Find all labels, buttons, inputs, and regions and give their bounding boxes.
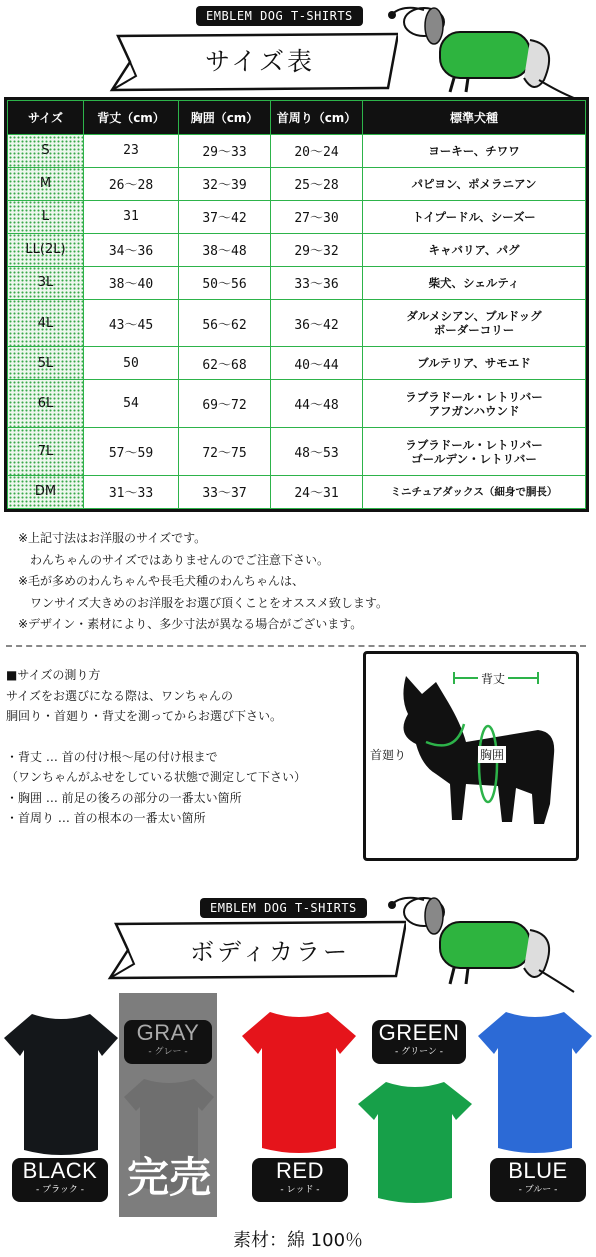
size-cell: 3L	[8, 266, 84, 299]
length-cell: 26～28	[84, 167, 179, 200]
chest-cell: 38～48	[179, 233, 271, 266]
breed-cell: ブルテリア、サモエド	[363, 347, 586, 380]
tshirt-black-swatch[interactable]	[2, 1010, 120, 1160]
tshirt-blue-swatch[interactable]	[476, 1008, 594, 1158]
neck-cell: 24～31	[271, 475, 363, 508]
breed-cell: 柴犬、シェルティ	[363, 266, 586, 299]
header-breed: 標準犬種	[363, 101, 586, 135]
header-length: 背丈（cm）	[84, 101, 179, 135]
measurement-guide	[6, 665, 306, 829]
neck-cell: 36～42	[271, 299, 363, 347]
material-text: 素材：綿 100％	[232, 1230, 364, 1251]
length-cell: 43～45	[84, 299, 179, 347]
measure-line: ・背丈 … 首の付け根～尾の付け根まで	[6, 749, 218, 764]
breed-cell: ラブラドール・レトリバー アフガンハウンド	[363, 380, 586, 428]
neck-cell: 20～24	[271, 135, 363, 168]
soldout-label: 完売	[126, 1153, 211, 1202]
note-line: ※上記寸法はお洋服のサイズです。	[18, 531, 207, 545]
dachshund-illustration	[384, 890, 584, 995]
size-cell: DM	[8, 475, 84, 508]
color-name: RED	[276, 1158, 324, 1183]
note-line: わんちゃんのサイズではありませんのでご注意下さい。	[18, 552, 330, 567]
size-cell: 6L	[8, 380, 84, 428]
table-row	[8, 200, 586, 233]
divider	[6, 645, 586, 647]
length-cell: 34～36	[84, 233, 179, 266]
color-label-red	[252, 1158, 348, 1202]
measure-line	[6, 727, 306, 747]
label-neck: 首廻り	[370, 748, 407, 762]
breed-cell: パピヨン、ポメラニアン	[363, 167, 586, 200]
color-name-jp: - ブラック -	[35, 1185, 85, 1195]
dachshund-illustration	[384, 0, 584, 100]
neck-cell: 27～30	[271, 200, 363, 233]
table-row	[8, 299, 586, 347]
label-chest: 胸囲	[480, 748, 505, 762]
color-name: BLACK	[22, 1158, 98, 1183]
measure-line: ・首周り … 首の根本の一番太い箇所	[6, 811, 206, 825]
length-cell: 23	[84, 135, 179, 168]
size-cell: L	[8, 200, 84, 233]
size-cell: 5L	[8, 347, 84, 380]
color-name: GRAY	[136, 1020, 200, 1045]
neck-cell: 44～48	[271, 380, 363, 428]
chest-cell: 33～37	[179, 475, 271, 508]
breed-cell: ヨーキー、チワワ	[363, 135, 586, 168]
size-table	[4, 97, 589, 512]
length-cell: 31～33	[84, 475, 179, 508]
length-cell: 54	[84, 380, 179, 428]
chest-cell: 50～56	[179, 266, 271, 299]
color-label-black	[12, 1158, 108, 1202]
measure-line: サイズをお選びになる際は、ワンちゃんの	[6, 688, 234, 703]
section-title-color: ボディカラー	[189, 937, 351, 966]
table-row	[8, 380, 586, 428]
brand-tag: EMBLEM DOG T-SHIRTS	[196, 6, 363, 26]
breed-cell: ダルメシアン、ブルドッグ ボーダーコリー	[363, 299, 586, 347]
color-name-jp: - レッド -	[280, 1185, 320, 1195]
neck-cell: 29～32	[271, 233, 363, 266]
table-row	[8, 135, 586, 168]
table-row	[8, 167, 586, 200]
neck-cell: 33～36	[271, 266, 363, 299]
neck-cell: 48～53	[271, 428, 363, 476]
breed-cell: ラブラドール・レトリバー ゴールデン・レトリバー	[363, 428, 586, 476]
note-line: ※毛が多めのわんちゃんや長毛犬種のわんちゃんは、	[18, 574, 305, 588]
table-row	[8, 475, 586, 508]
measurement-diagram	[363, 651, 579, 861]
chest-cell: 37～42	[179, 200, 271, 233]
color-label-blue	[490, 1158, 586, 1202]
chest-cell: 69～72	[179, 380, 271, 428]
size-notes	[18, 528, 388, 636]
color-label-gray	[124, 1020, 212, 1064]
label-back-length: 背丈	[478, 670, 508, 687]
note-line: ワンサイズ大きめのお洋服をお選び頂くことをオススメ致します。	[18, 595, 388, 610]
tshirt-green-swatch[interactable]	[356, 1078, 474, 1208]
length-cell: 57～59	[84, 428, 179, 476]
measure-line: 胴回り・首廻り・背丈を測ってからお選び下さい。	[6, 709, 283, 723]
chest-cell: 29～33	[179, 135, 271, 168]
color-name-jp: - グレー -	[148, 1047, 188, 1057]
note-line: ※デザイン・素材により、多少寸法が異なる場合がございます。	[18, 617, 363, 631]
color-name: GREEN	[378, 1020, 460, 1045]
size-cell: LL(2L)	[8, 233, 84, 266]
header-size: サイズ	[8, 101, 84, 135]
chest-cell: 62～68	[179, 347, 271, 380]
size-cell: 4L	[8, 299, 84, 347]
chest-cell: 32～39	[179, 167, 271, 200]
section-title-size: サイズ表	[204, 47, 315, 76]
color-name-jp: - ブルー -	[518, 1185, 558, 1195]
header-chest: 胸囲（cm）	[179, 101, 271, 135]
length-cell: 31	[84, 200, 179, 233]
table-row	[8, 428, 586, 476]
length-cell: 50	[84, 347, 179, 380]
neck-cell: 40～44	[271, 347, 363, 380]
measure-line: （ワンちゃんがふせをしている状態で測定して下さい）	[6, 770, 307, 784]
size-cell: 7L	[8, 428, 84, 476]
table-row	[8, 233, 586, 266]
chest-cell: 56～62	[179, 299, 271, 347]
size-cell: S	[8, 135, 84, 168]
brand-tag: EMBLEM DOG T-SHIRTS	[200, 898, 367, 918]
color-name: BLUE	[508, 1158, 568, 1183]
table-row	[8, 266, 586, 299]
table-row	[8, 347, 586, 380]
neck-cell: 25～28	[271, 167, 363, 200]
breed-cell: トイプードル、シーズー	[363, 200, 586, 233]
color-name-jp: - グリーン -	[394, 1047, 444, 1057]
size-cell: M	[8, 167, 84, 200]
length-cell: 38～40	[84, 266, 179, 299]
chest-cell: 72～75	[179, 428, 271, 476]
breed-cell: キャバリア、パグ	[363, 233, 586, 266]
header-neck: 首周り（cm）	[271, 101, 363, 135]
measure-line: ・胸囲 … 前足の後ろの部分の一番太い箇所	[6, 790, 242, 805]
breed-cell: ミニチュアダックス（細身で胴長）	[363, 475, 586, 508]
measure-heading: ■サイズの測り方	[6, 668, 101, 682]
color-label-green	[372, 1020, 466, 1064]
tshirt-red-swatch[interactable]	[240, 1008, 358, 1158]
